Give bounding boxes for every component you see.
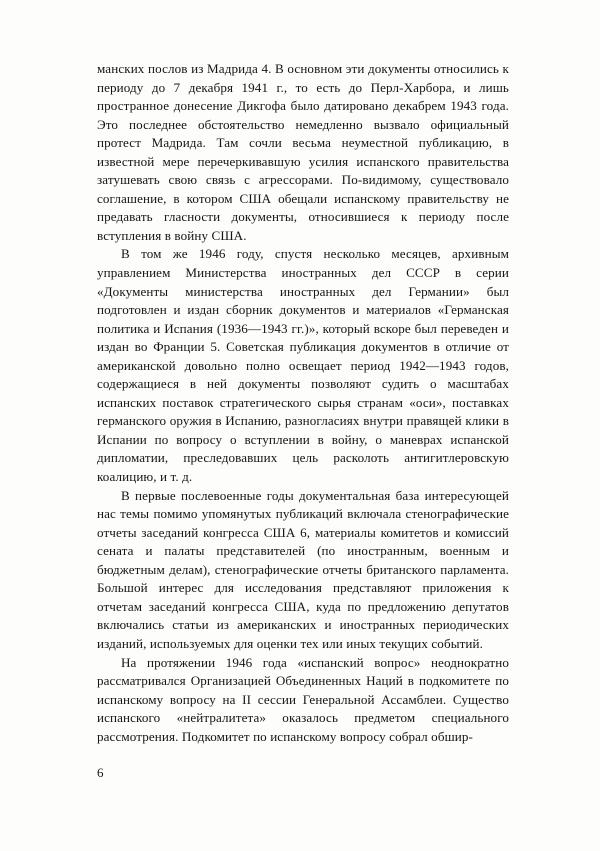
paragraph-4: На протяжении 1946 года «испанский вопрос» неоднократно рассматривался Организацией Объединенных Наций в подкомитете по испанскому вопросу на II сессии Генеральной Ассамблеи. Существо испанского «нейтралитета» оказалось предметом специального рассмотрения. Подкомитет по испанскому вопросу собрал обшир-: [97, 654, 509, 744]
paragraph-3: В первые послевоенные годы документальная база интересующей нас темы помимо упомянутых публикаций включала стенографические отчеты заседаний конгресса США 6, материалы комитетов и комиссий сената и палаты представителей (по иностранным, военным и бюджетным делам), стенографические отчеты британского парламента. Большой интерес для исследования представляют приложения к отчетам заседаний конгресса США, куда по предложению депутатов включались статьи из американских и иностранных периодических изданий, используемых для оценки тех или иных текущих событий.: [97, 487, 509, 651]
paragraph-1: манских послов из Мадрида 4. В основном эти документы относились к периоду до 7 декабря 1941 г., то есть до Перл-Харбора, и лишь пространное донесение Дикгофа было датировано декабрем 1943 года. Это последнее обстоятельство немедленно вызвало официальный протест Мадрида. Там сочли весьма неуместной публикацию, в известной мере перечеркивавшую усилия испанского правительства затушевать свою связь с агрессорами. По-видимому, существовало соглашение, в котором США обещали испанскому правительству не предавать гласности документы, относившиеся к периоду после вступления в войну США.: [97, 61, 509, 243]
page-number: 6: [97, 765, 104, 780]
body-text-column: [97, 60, 509, 746]
paragraph-2: В том же 1946 году, спустя несколько месяцев, архивным управлением Министерства иностранных дел СССР в серии «Документы министерства иностранных дел Германии» был подготовлен и издан сборник документов и материалов «Германская политика и Испания (1936—1943 гг.)», который вскоре был переведен и издан во Франции 5. Советская публикация документов в отличие от американской довольно полно освещает период 1942—1943 годов, содержащиеся в ней документы позволяют судить о масштабах испанских поставок стратегического сырья странам «оси», поставках германского оружия в Испанию, разногласиях внутри правящей клики в Испании по вопросу о вступлении в войну, о маневрах испанской дипломатии, преследовавших цель расколоть антигитлеровскую коалицию, и т. д.: [97, 246, 509, 485]
